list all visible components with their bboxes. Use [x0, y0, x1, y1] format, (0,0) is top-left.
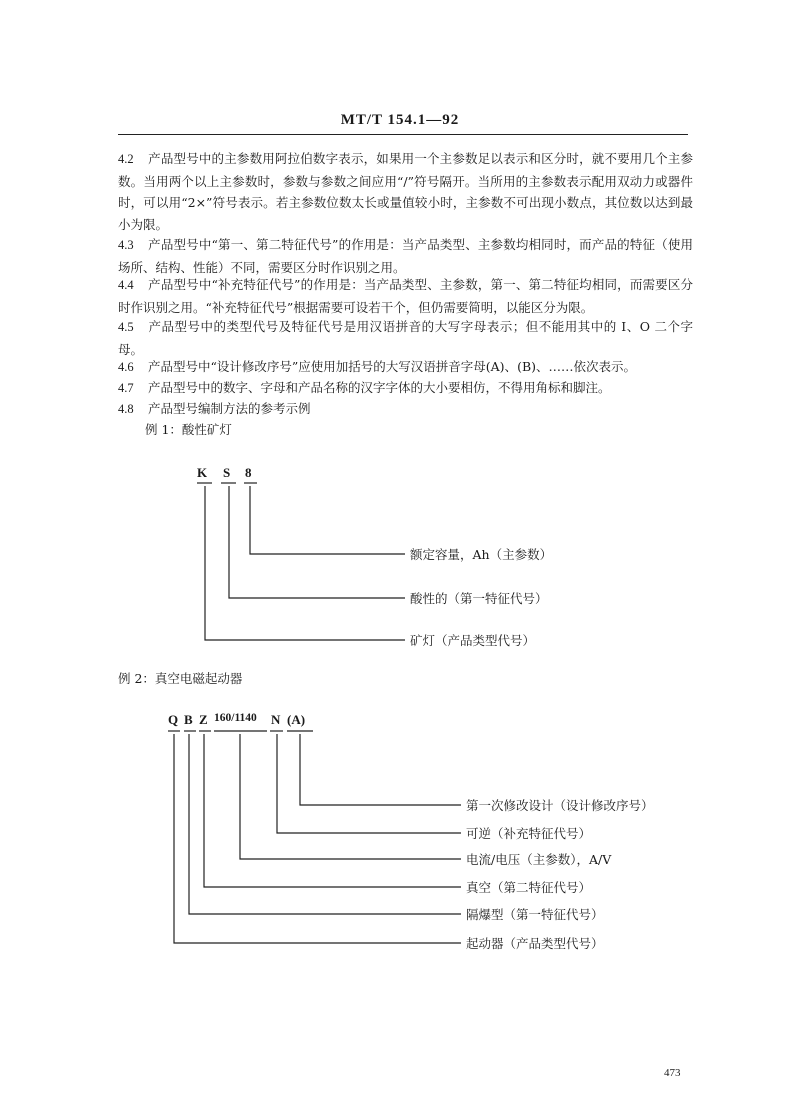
clause-text: 产品型号中“第一、第二特征代号”的作用是：当产品类型、主参数均相同时，而产品的特征（使用场所、结构、性能）不同，需要区分时作识别之用。 — [118, 237, 693, 275]
example1-label-capacity: 额定容量，Ah（主参数） — [410, 547, 553, 562]
example2-label-starter: 起动器（产品类型代号） — [466, 936, 604, 951]
clause-number: 4.3 — [118, 238, 134, 252]
example1-label-acid: 酸性的（第一特征代号） — [410, 591, 548, 606]
example2-code-rev: (A) — [287, 712, 306, 727]
clause-text: 产品型号中“补充特征代号”的作用是：当产品类型、主参数，第一、第二特征均相同，而需要区分时作识别之用。“补充特征代号”根据需要可设若干个，但仍需要简明，以能区分为限。 — [118, 277, 693, 315]
example1-code-k: K — [197, 465, 208, 480]
example1-code-s: S — [223, 465, 231, 480]
clause-text: 产品型号中“设计修改序号”应使用加括号的大写汉语拼音字母(A)、(B)、……依次表示。 — [148, 359, 637, 374]
example2-label-current-voltage: 电流/电压（主参数），A/V — [466, 852, 612, 867]
example2-label-vacuum: 真空（第二特征代号） — [466, 880, 592, 895]
example2-title: 例 2：真空电磁起动器 — [118, 671, 243, 686]
page-header: MT/T 154.1—92 — [340, 112, 460, 128]
clause-text: 产品型号中的数字、字母和产品名称的汉字字体的大小要相仿，不得用角标和脚注。 — [148, 380, 611, 395]
clause-number: 4.5 — [118, 320, 134, 334]
example2-code-b: B — [184, 712, 193, 727]
example1-label-lamp: 矿灯（产品类型代号） — [410, 633, 536, 648]
example2-label-reversible: 可逆（补充特征代号） — [466, 826, 592, 841]
example2-label-revision: 第一次修改设计（设计修改序号） — [466, 798, 654, 813]
clause-number: 4.4 — [118, 278, 134, 292]
clause-number: 4.6 — [118, 360, 134, 374]
clause-number: 4.2 — [118, 152, 134, 166]
example1-title: 例 1：酸性矿灯 — [145, 422, 232, 437]
example2-code-n: N — [271, 712, 281, 727]
clause-text: 产品型号编制方法的参考示例 — [148, 401, 311, 416]
clause-number: 4.7 — [118, 381, 134, 395]
clause-text: 产品型号中的类型代号及特征代号是用汉语拼音的大写字母表示；但不能用其中的 I、O 二个字母。 — [118, 319, 693, 357]
clause-text: 产品型号中的主参数用阿拉伯数字表示，如果用一个主参数足以表示和区分时，就不要用几个主参数。当用两个以上主参数时，参数与参数之间应用“/”符号隔开。当所用的主参数表示配用双动力或器件时，可以用“2×”符号表示。若主参数位数太长或量值较小时，主参数不可出现小数点，其位数以达到最小为限。 — [118, 151, 693, 232]
example2-label-flameproof: 隔爆型（第一特征代号） — [466, 907, 604, 922]
page-number: 473 — [664, 1067, 681, 1079]
example2-code-z: Z — [199, 712, 208, 727]
example2-code-q: Q — [168, 712, 179, 727]
example2-code-param: 160/1140 — [214, 712, 257, 724]
clause-number: 4.8 — [118, 402, 134, 416]
example1-code-8: 8 — [245, 465, 252, 480]
